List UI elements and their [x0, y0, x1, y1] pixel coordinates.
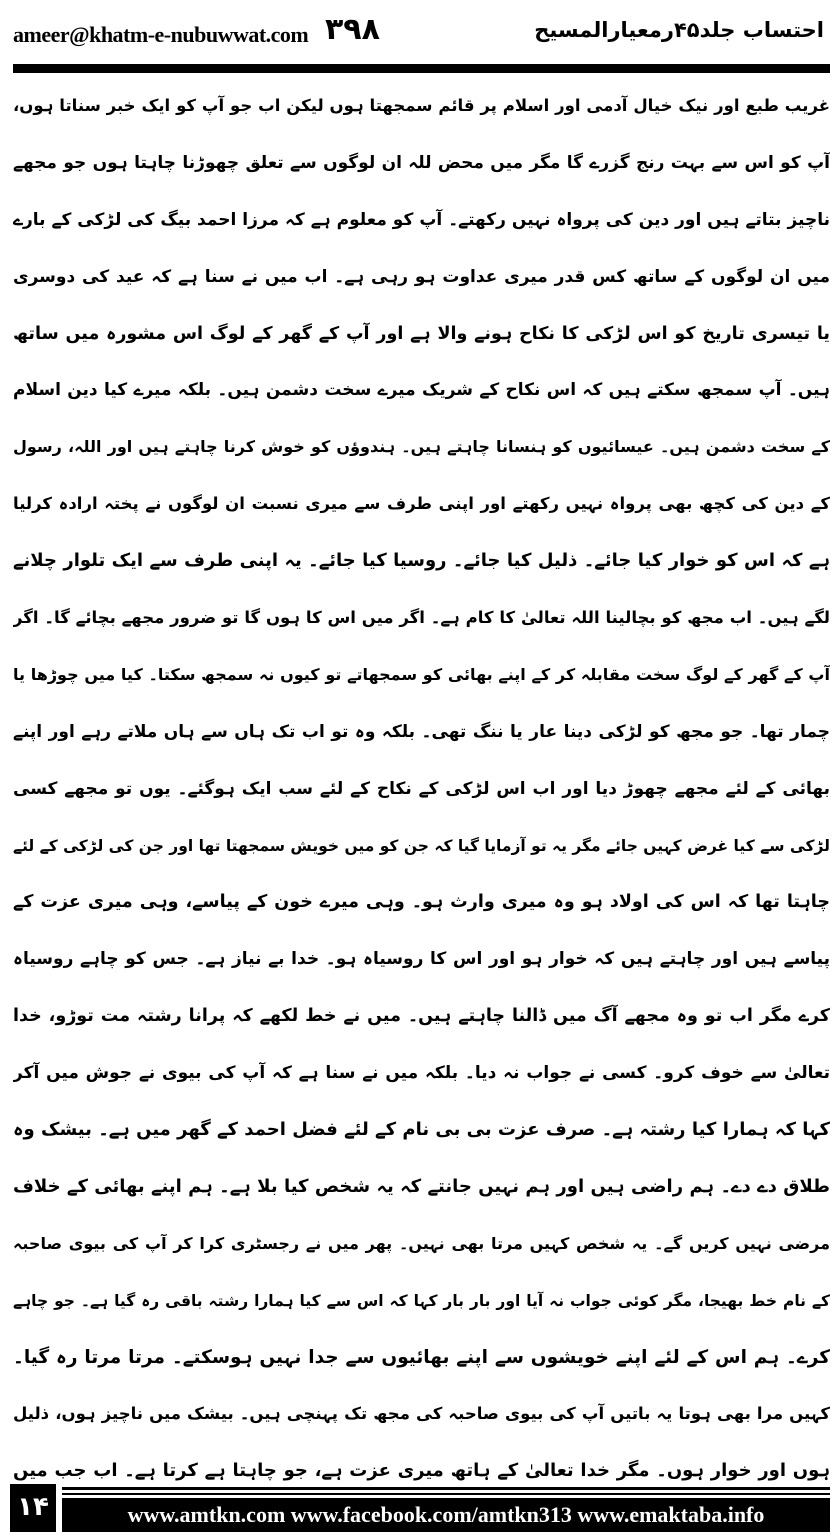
- text-line: میں ان لوگوں کے ساتھ کس قدر میری عداوت ہو رہی ہے۔ اب میں نے سنا ہے کہ عید کی دوسری: [13, 266, 830, 287]
- text-line: تعالیٰ سے خوف کرو۔ کسی نے جواب نہ دیا۔ بلکہ میں نے سنا ہے کہ آپ کی بیوی نے جوش میں آکر: [13, 1063, 830, 1084]
- text-line: کے سخت دشمن ہیں۔ عیسائیوں کو ہنسانا چاہتے ہیں۔ ہندوؤں کو خوش کرنا چاہتے ہیں اور اللہ، رسول: [13, 437, 830, 457]
- text-line: بھائی کے لئے مجھے چھوڑ دیا اور اب اس لڑکی کے نکاح کے لئے سب ایک ہوگئے۔ یوں تو مجھے کسی: [13, 778, 830, 799]
- header-rule: [13, 64, 830, 73]
- footer-volume-page: ۱۴: [10, 1484, 56, 1532]
- header-page-number: ۳۹۸: [325, 12, 380, 47]
- text-line: کہا کہ ہمارا کیا رشتہ ہے۔ صرف عزت بی بی نام کے لئے فضل احمد کے گھر میں ہے۔ بیشک وہ: [13, 1119, 830, 1141]
- text-line: لڑکی سے کیا غرض کہیں جائے مگر یہ تو آزمایا گیا کہ جن کو میں خویش سمجھتا تھا اور جن کی لڑکی کے لئے: [13, 836, 830, 855]
- page-header: [13, 8, 830, 58]
- text-line: چمار تھا۔ جو مجھ کو لڑکی دینا عار یا ننگ تھی۔ بلکہ وہ تو اب تک ہاں سے ہاں ملاتے رہے اور اپنے: [13, 721, 830, 742]
- footer-rule: [62, 1493, 830, 1495]
- text-line: لگے ہیں۔ اب مجھ کو بچالینا اللہ تعالیٰ کا کام ہے۔ اگر میں اس کا ہوں گا تو ضرور مجھے بچائے گا۔ اگر: [13, 608, 830, 628]
- page-body: [13, 78, 830, 1500]
- text-line: آپ کے گھر کے لوگ سخت مقابلہ کر کے اپنے بھائی کو سمجھاتے تو کیوں نہ سمجھ سکتا۔ کیا میں چوڑھا یا: [13, 664, 830, 684]
- header-email: ameer@khatm-e-nubuwwat.com: [13, 22, 309, 47]
- text-line: پیاسے ہیں اور چاہتے ہیں کہ خوار ہو اور اس کا روسیاہ ہو۔ خدا بے نیاز ہے۔ جس کو چاہے روسیاہ: [13, 949, 830, 970]
- text-line: ہے کہ اس کو خوار کیا جائے۔ ذلیل کیا جائے۔ روسیا کیا جائے۔ یہ اپنی طرف سے ایک تلوار چلانے: [13, 550, 830, 572]
- text-line: آپ کو اس سے بہت رنج گزرے گا مگر میں محض للہ ان لوگوں سے تعلق چھوڑنا چاہتا ہوں جو مجھے: [13, 152, 830, 173]
- text-line: کرے۔ ہم اس کے لئے اپنے خویشوں سے اپنے بھائیوں سے جدا نہیں ہوسکتے۔ مرتا مرتا رہ گیا۔: [13, 1346, 830, 1368]
- text-line: کے نام خط بھیجا، مگر کوئی جواب نہ آیا اور بار بار کہا کہ اس سے کیا ہمارا رشتہ باقی رہ گیا ہے۔ جو چاہے: [13, 1291, 830, 1310]
- text-line: ہوں اور خوار ہوں۔ مگر خدا تعالیٰ کے ہاتھ میری عزت ہے، جو چاہتا ہے کرتا ہے۔ اب جب میں: [13, 1460, 830, 1482]
- text-line: یا تیسری تاریخ کو اس لڑکی کا نکاح ہونے والا ہے اور آپ کے گھر کے لوگ اس مشورہ میں ساتھ: [13, 323, 830, 344]
- text-line: ناچیز بتاتے ہیں اور دین کی پرواہ نہیں رکھتے۔ آپ کو معلوم ہے کہ مرزا احمد بیگ کی لڑکی کے بارے: [13, 209, 830, 230]
- footer-rule: [62, 1487, 830, 1490]
- text-line: کہیں مرا بھی ہوتا یہ باتیں آپ کی بیوی صاحبہ کی مجھ تک پہنچی ہیں۔ بیشک میں ناچیز ہوں، ذلیل: [13, 1404, 830, 1424]
- text-line: غریب طبع اور نیک خیال آدمی اور اسلام پر قائم سمجھتا ہوں لیکن اب جو آپ کو ایک خبر سناتا ہوں،: [13, 96, 830, 115]
- footer-links: www.amtkn.com www.facebook.com/amtkn313 www.emaktaba.info: [62, 1498, 830, 1532]
- text-line: چاہتا تھا کہ اس کی اولاد ہو وہ میری وارث ہو۔ وہی میرے خون کے پیاسے، وہی میری عزت کے: [13, 892, 830, 913]
- text-line: کے دین کی کچھ بھی پرواہ نہیں رکھتے اور اپنی طرف سے میری نسبت ان لوگوں نے پختہ ارادہ کرلیا: [13, 494, 830, 514]
- header-book-title: احتساب جلد۴۵رمعیارالمسیح: [534, 18, 824, 42]
- text-line: ہیں۔ آپ سمجھ سکتے ہیں کہ اس نکاح کے شریک میرے سخت دشمن ہیں۔ بلکہ میرے کیا دین اسلام: [13, 380, 830, 401]
- text-line: طلاق دے دے۔ ہم راضی ہیں اور ہم نہیں جانتے کہ یہ شخص کیا بلا ہے۔ ہم اپنے بھائی کے خلاف: [13, 1175, 830, 1197]
- text-line: کرے مگر اب تو وہ مجھے آگ میں ڈالنا چاہتے ہیں۔ میں نے خط لکھے کہ پرانا رشتہ مت توڑو، خدا: [13, 1006, 830, 1027]
- text-line: مرضی نہیں کریں گے۔ یہ شخص کہیں مرتا بھی نہیں۔ پھر میں نے رجسٹری کرا کر آپ کی بیوی صاحبہ: [13, 1233, 830, 1253]
